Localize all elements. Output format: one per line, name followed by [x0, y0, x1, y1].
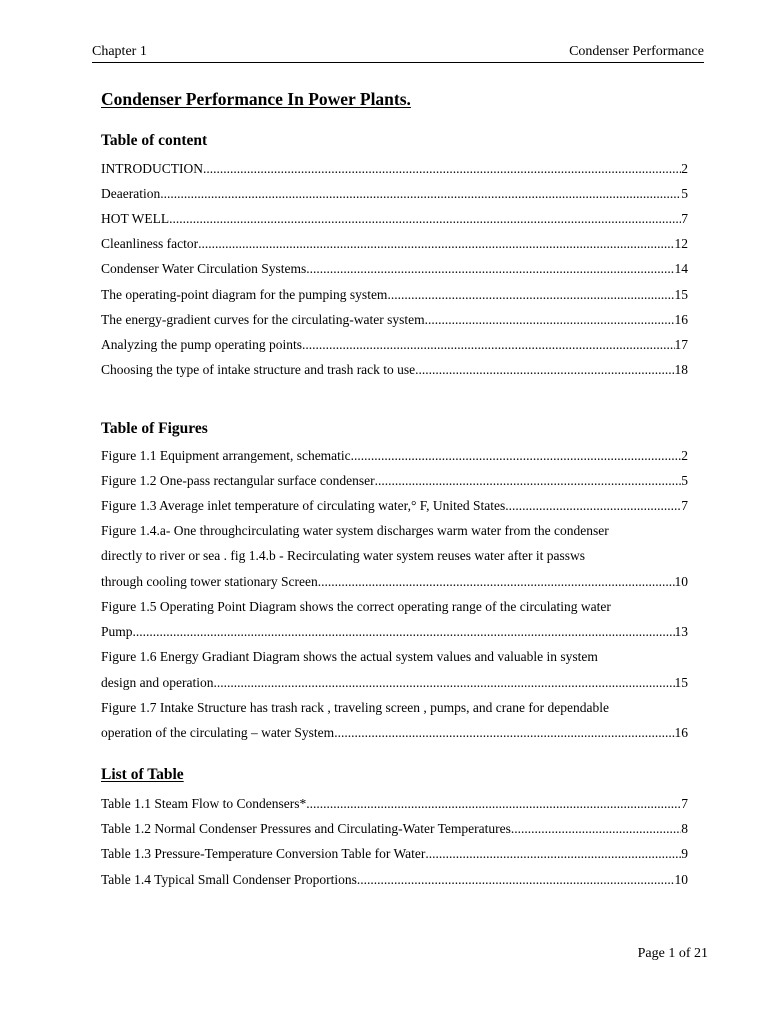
toc-entry — [101, 282, 688, 307]
dot-leader — [375, 468, 682, 493]
toc-entry-page: 15 — [674, 287, 688, 302]
toc-entry-text: Analyzing the pump operating points — [101, 337, 302, 352]
figure-entry — [101, 443, 688, 468]
table-entry — [101, 791, 688, 816]
toc-entry — [101, 357, 688, 382]
figure-entry-line: Figure 1.4.a- One throughcirculating water system discharges warm water from the condenser — [101, 523, 609, 538]
toc-entry — [101, 231, 688, 256]
figure-entry-text: through cooling tower stationary Screen — [101, 574, 318, 589]
toc-entry-text: The energy-gradient curves for the circulating-water system — [101, 312, 425, 327]
table-entry-page: 10 — [674, 872, 688, 887]
toc-entry — [101, 332, 688, 357]
toc-entry-text: HOT WELL — [101, 211, 170, 226]
dot-leader — [302, 332, 675, 357]
toc-entry — [101, 156, 688, 181]
figure-entry-page: 16 — [674, 725, 688, 740]
figure-entry-line: directly to river or sea . fig 1.4.b - Recirculating water system reuses water after it passws — [101, 548, 585, 563]
toc-entry-text: The operating-point diagram for the pumping system — [101, 287, 388, 302]
table-entry-text: Table 1.3 Pressure-Temperature Conversion Table for Water — [101, 846, 426, 861]
figure-entry — [101, 619, 688, 644]
figure-entry-text: Pump — [101, 624, 133, 639]
figure-entry — [101, 468, 688, 493]
toc-entry-text: Cleanliness factor — [101, 236, 199, 251]
tables-heading: List of Table — [101, 766, 184, 783]
toc-entry-page: 18 — [674, 362, 688, 377]
dot-leader — [425, 841, 681, 866]
figures-heading: Table of Figures — [101, 420, 208, 437]
toc-entry-page: 16 — [674, 312, 688, 327]
toc-entry-page: 5 — [681, 186, 688, 201]
dot-leader — [306, 791, 681, 816]
dot-leader — [415, 357, 674, 382]
dot-leader — [213, 670, 674, 695]
toc-entry-text: Condenser Water Circulation Systems — [101, 261, 307, 276]
toc-entry — [101, 307, 688, 332]
figure-entry — [101, 569, 688, 594]
dot-leader — [203, 156, 681, 181]
dot-leader — [357, 867, 675, 892]
page-number: Page 1 of 21 — [637, 946, 708, 961]
dot-leader — [511, 816, 681, 841]
figure-entry — [101, 670, 688, 695]
dot-leader — [334, 720, 674, 745]
dot-leader — [505, 493, 681, 518]
table-entry — [101, 816, 688, 841]
dot-leader — [169, 206, 681, 231]
figure-entry-page: 5 — [681, 473, 688, 488]
figure-entry-page: 13 — [674, 624, 688, 639]
dot-leader — [198, 231, 674, 256]
toc-heading: Table of content — [101, 132, 208, 149]
figure-entry-line: Figure 1.6 Energy Gradiant Diagram shows the actual system values and valuable in system — [101, 649, 598, 664]
dot-leader — [351, 443, 682, 468]
figure-entry-line: Figure 1.7 Intake Structure has trash rack , traveling screen , pumps, and crane for dependable — [101, 700, 609, 715]
figure-entry-text: Figure 1.1 Equipment arrangement, schematic — [101, 448, 351, 463]
figure-entry — [101, 720, 688, 745]
figure-entry — [101, 493, 688, 518]
toc-entry-text: Deaeration — [101, 186, 161, 201]
figure-entry-page: 10 — [674, 574, 688, 589]
figure-entry-page: 2 — [681, 448, 688, 463]
dot-leader — [425, 307, 675, 332]
toc-entry-page: 12 — [674, 236, 688, 251]
toc-entry-text: INTRODUCTION — [101, 161, 203, 176]
chapter-label: Chapter 1 — [92, 44, 147, 59]
dot-leader — [160, 181, 681, 206]
toc-entry-page: 2 — [681, 161, 688, 176]
table-entry-page: 8 — [681, 821, 688, 836]
figure-entry-text: design and operation — [101, 675, 214, 690]
toc-entry-page: 14 — [674, 261, 688, 276]
table-entry-page: 9 — [681, 846, 688, 861]
dot-leader — [133, 619, 675, 644]
figure-entry-page: 7 — [681, 498, 688, 513]
toc-entry-text: Choosing the type of intake structure and trash rack to use — [101, 362, 416, 377]
table-entry — [101, 841, 688, 866]
document-title: Condenser Performance In Power Plants. — [101, 89, 411, 109]
toc-entry-page: 17 — [674, 337, 688, 352]
figure-entry-page: 15 — [674, 675, 688, 690]
toc-entry-page: 7 — [681, 211, 688, 226]
toc-entry — [101, 181, 688, 206]
figure-entry-line: Figure 1.5 Operating Point Diagram shows the correct operating range of the circulating water — [101, 599, 611, 614]
toc-entry — [101, 256, 688, 281]
dot-leader — [318, 569, 675, 594]
figure-entry-text: operation of the circulating – water System — [101, 725, 335, 740]
dot-leader — [387, 282, 674, 307]
page-header — [92, 42, 704, 63]
header-title: Condenser Performance — [569, 44, 704, 59]
table-entry-text: Table 1.1 Steam Flow to Condensers* — [101, 796, 307, 811]
toc-entry — [101, 206, 688, 231]
dot-leader — [306, 256, 674, 281]
table-entry-text: Table 1.2 Normal Condenser Pressures and Circulating-Water Temperatures — [101, 821, 511, 836]
table-entry-text: Table 1.4 Typical Small Condenser Proportions — [101, 872, 357, 887]
table-entry — [101, 867, 688, 892]
table-entry-page: 7 — [681, 796, 688, 811]
figure-entry-text: Figure 1.3 Average inlet temperature of circulating water,° F, United States — [101, 498, 506, 513]
figure-entry-text: Figure 1.2 One-pass rectangular surface condenser — [101, 473, 375, 488]
